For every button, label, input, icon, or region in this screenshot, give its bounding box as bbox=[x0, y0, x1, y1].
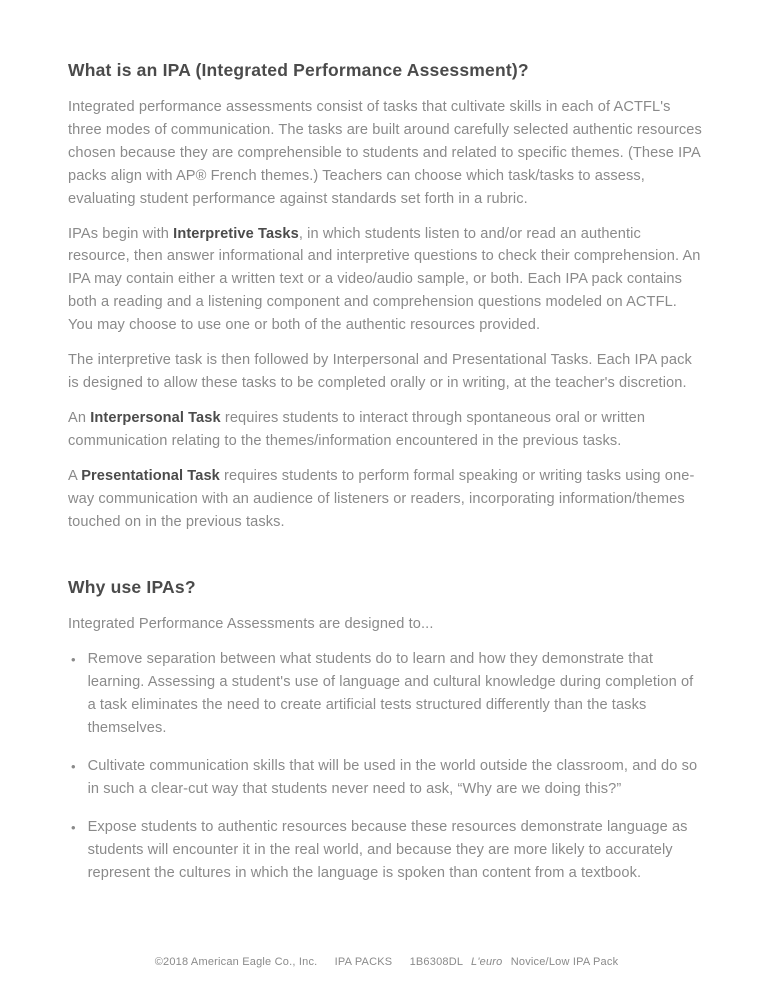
section-what-is-ipa bbox=[68, 60, 705, 533]
bullet-marker: • bbox=[71, 758, 76, 774]
term-interpretive-tasks: Interpretive Tasks bbox=[173, 225, 299, 242]
page-footer bbox=[0, 956, 773, 968]
section-heading-what-is-ipa: What is an IPA (Integrated Performance Assessment)? bbox=[68, 60, 529, 80]
paragraph-interpersonal bbox=[68, 407, 705, 453]
text-segment: requires students to interact through spontaneous oral or written communication relating to the themes/information encountered in the previous tasks. bbox=[68, 409, 646, 449]
paragraph-overview: Integrated performance assessments consist of tasks that cultivate skills in each of ACTFL's three modes of communication. The tasks are built around carefully selected authentic resources chosen because they are comprehensible to students and related to specific themes. (These IPA packs align with AP® French themes.) Teachers can choose which task/tasks to assess, evaluating student performance against standards set forth in a rubric. bbox=[68, 99, 702, 207]
paragraph-intro: Integrated Performance Assessments are designed to... bbox=[68, 616, 434, 633]
text-segment: An bbox=[68, 409, 91, 426]
footer-sku: 1B6308DL bbox=[409, 956, 463, 968]
text-segment: A bbox=[68, 467, 82, 484]
paragraph-presentational bbox=[68, 465, 705, 534]
paragraph-followup-tasks: The interpretive task is then followed by Interpersonal and Presentational Tasks. Each IPA pack is designed to allow these tasks to be completed orally or in writing, at the teacher's discretion. bbox=[68, 352, 692, 391]
section-why-use-ipas bbox=[68, 577, 705, 884]
bullet-text-remove-separation: Remove separation between what students do to learn and how they demonstrate that learning. Assessing a student's use of language and cultural knowledge during completion of a task eliminates the need to create artificial tests structured differently than the tasks themselves. bbox=[87, 651, 694, 737]
footer-copyright: ©2018 American Eagle Co., Inc. bbox=[154, 956, 318, 968]
text-segment: IPAs begin with bbox=[68, 225, 174, 242]
term-presentational-task: Presentational Task bbox=[81, 467, 220, 484]
text-segment: requires students to perform formal speaking or writing tasks using one-way communication with an audience of listeners or readers, incorporating information/themes touched on in the previous tasks. bbox=[68, 467, 695, 530]
term-interpersonal-task: Interpersonal Task bbox=[90, 409, 221, 426]
list-item bbox=[68, 648, 705, 740]
bullet-marker: • bbox=[71, 652, 76, 668]
bullet-text-cultivate-skills: Cultivate communication skills that will be used in the world outside the classroom, and do so in such a clear-cut way that students never need to ask, “Why are we doing this?” bbox=[87, 757, 698, 797]
bullet-list bbox=[68, 648, 705, 884]
bullet-text-expose-authentic: Expose students to authentic resources because these resources demonstrate language as students will encounter it in the real world, and because they are more likely to accurately represent the cultures in which the language is spoken than content from a textbook. bbox=[87, 818, 688, 881]
text-segment: , in which students listen to and/or read an authentic resource, then answer informational and interpretive questions to check their comprehension. An IPA may contain either a written text or a video/audio sample, or both. Each IPA pack contains both a reading and a listening component and comprehension questions modeled on ACTFL. You may choose to use one or both of the authentic resources provided. bbox=[68, 225, 701, 334]
list-item bbox=[68, 755, 705, 801]
footer-product-name: IPA PACKS bbox=[334, 956, 393, 968]
list-item bbox=[68, 816, 705, 885]
footer-pack-title-italic: L'euro bbox=[471, 956, 503, 968]
footer-pack-title-rest: Novice/Low IPA Pack bbox=[510, 956, 619, 968]
paragraph-interpretive bbox=[68, 223, 705, 338]
bullet-marker: • bbox=[71, 819, 76, 835]
section-heading-why-use-ipas: Why use IPAs? bbox=[68, 577, 196, 598]
